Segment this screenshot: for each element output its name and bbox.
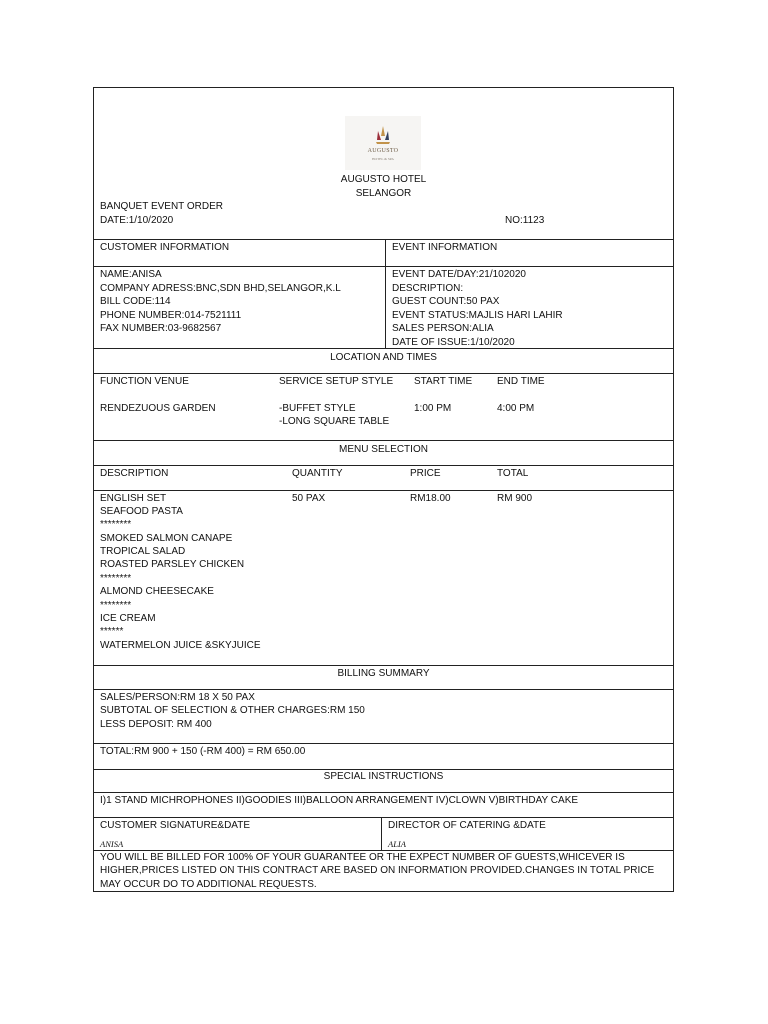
- function-venue: RENDEZUOUS GARDEN: [100, 403, 216, 414]
- col-quantity: QUANTITY: [292, 468, 343, 479]
- billing-total: TOTAL:RM 900 + 150 (-RM 400) = RM 650.00: [100, 746, 306, 757]
- col-price: PRICE: [410, 468, 441, 479]
- menu-price: RM18.00: [410, 493, 451, 504]
- menu-item: ALMOND CHEESECAKE: [100, 586, 214, 597]
- document-title: BANQUET EVENT ORDER: [100, 201, 223, 212]
- menu-item: ******: [100, 626, 124, 637]
- hotel-name: AUGUSTO HOTEL: [340, 174, 427, 185]
- director-signature-label: DIRECTOR OF CATERING &DATE: [388, 820, 546, 831]
- menu-item: ICE CREAM: [100, 613, 156, 624]
- menu-item: TROPICAL SALAD: [100, 546, 186, 557]
- menu-quantity: 50 PAX: [292, 493, 326, 504]
- location-heading: LOCATION AND TIMES: [330, 352, 437, 363]
- menu-total: RM 900: [497, 493, 533, 504]
- col-description: DESCRIPTION: [100, 468, 169, 479]
- logo-brand: AUGUSTO: [367, 148, 399, 154]
- setup-style-2: -LONG SQUARE TABLE: [279, 416, 390, 427]
- billing-notice: YOU WILL BE BILLED FOR 100% OF YOUR GUARANTEE OR THE EXPECT NUMBER OF GUESTS,WHICEVER IS HIGHER,PRICES LISTED ON THIS CONTRACT ARE BASED ON INFORMATION PROVIDED.CHANGES IN TOTAL PRICE MAY OCCUR DO TO ADDITIONAL REQUESTS.: [100, 852, 655, 890]
- menu-item: SMOKED SALMON CANAPE: [100, 533, 233, 544]
- start-time: 1:00 PM: [414, 403, 452, 414]
- menu-item: ROASTED PARSLEY CHICKEN: [100, 559, 245, 570]
- billing-heading: BILLING SUMMARY: [337, 668, 430, 679]
- customer-address: COMPANY ADRESS:BNC,SDN BHD,SELANGOR,K.L: [100, 283, 341, 294]
- special-heading: SPECIAL INSTRUCTIONS: [323, 771, 444, 782]
- issue-date: DATE OF ISSUE:1/10/2020: [392, 337, 515, 348]
- menu-heading: MENU SELECTION: [339, 444, 428, 455]
- order-date: DATE:1/10/2020: [100, 215, 174, 226]
- menu-item: ENGLISH SET: [100, 493, 167, 504]
- col-function-venue: FUNCTION VENUE: [100, 376, 189, 387]
- billing-line: SALES/PERSON:RM 18 X 50 PAX: [100, 692, 255, 703]
- menu-item: ********: [100, 600, 132, 611]
- crown-icon: [375, 126, 391, 146]
- sales-person: SALES PERSON:ALIA: [392, 323, 494, 334]
- guest-count: GUEST COUNT:50 PAX: [392, 296, 500, 307]
- special-instructions: I)1 STAND MICHROPHONES II)GOODIES III)BALLOON ARRANGEMENT IV)CLOWN V)BIRTHDAY CAKE: [100, 795, 579, 806]
- col-end-time: END TIME: [497, 376, 545, 387]
- bill-code: BILL CODE:114: [100, 296, 171, 307]
- end-time: 4:00 PM: [497, 403, 535, 414]
- customer-signature: ANISA: [100, 839, 124, 849]
- menu-item: SEAFOOD PASTA: [100, 506, 183, 517]
- hotel-location: SELANGOR: [355, 188, 412, 199]
- customer-name: NAME:ANISA: [100, 269, 162, 280]
- order-number: NO:1123: [505, 215, 545, 226]
- menu-item: WATERMELON JUICE &SKYJUICE: [100, 640, 261, 651]
- director-signature: ALIA: [388, 839, 406, 849]
- col-service-setup: SERVICE SETUP STYLE: [279, 376, 394, 387]
- menu-item: ********: [100, 573, 132, 584]
- fax-number: FAX NUMBER:03-9682567: [100, 323, 222, 334]
- menu-item: ********: [100, 519, 132, 530]
- customer-signature-label: CUSTOMER SIGNATURE&DATE: [100, 820, 251, 831]
- event-status: EVENT STATUS:MAJLIS HARI LAHIR: [392, 310, 563, 321]
- event-date: EVENT DATE/DAY:21/102020: [392, 269, 526, 280]
- phone-number: PHONE NUMBER:014-7521111: [100, 310, 242, 321]
- billing-line: LESS DEPOSIT: RM 400: [100, 719, 212, 730]
- billing-line: SUBTOTAL OF SELECTION & OTHER CHARGES:RM 150: [100, 705, 365, 716]
- col-total: TOTAL: [497, 468, 529, 479]
- setup-style-1: -BUFFET STYLE: [279, 403, 356, 414]
- logo-tagline: HOTEL & SPA: [372, 157, 394, 161]
- customer-info-heading: CUSTOMER INFORMATION: [100, 242, 230, 253]
- col-start-time: START TIME: [414, 376, 473, 387]
- banquet-event-order-form: [93, 87, 674, 892]
- hotel-logo: [345, 116, 421, 170]
- event-info-heading: EVENT INFORMATION: [392, 242, 498, 253]
- event-description: DESCRIPTION:: [392, 283, 464, 294]
